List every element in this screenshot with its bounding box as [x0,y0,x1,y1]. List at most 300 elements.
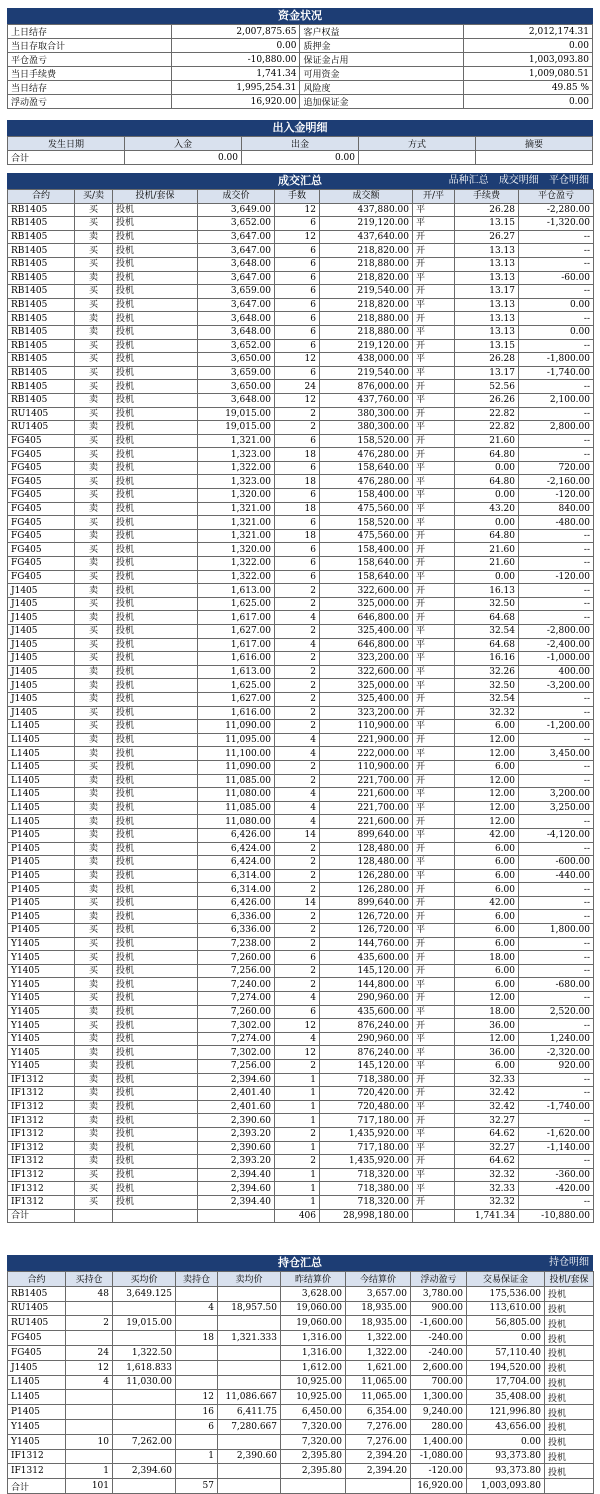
trade-cell: RB1405 [8,366,75,380]
trade-cell: 开 [413,584,455,598]
total-cell: 合计 [8,1479,66,1494]
trade-cell: 平 [413,856,455,870]
trade-cell: 投机 [113,1005,198,1019]
trade-row [8,217,594,231]
trade-cell: 0.00 [455,461,519,475]
position-cell: 18,935.00 [346,1316,411,1331]
trade-cell: 12 [275,230,320,244]
trade-cell: 平 [413,869,455,883]
trade-cell: 21.60 [455,543,519,557]
trade-cell: 买 [75,652,113,666]
summary-label: 可用资金 [300,67,464,81]
trade-cell: 32.50 [455,679,519,693]
trade-cell: 21.60 [455,434,519,448]
trade-row [8,366,594,380]
trade-cell: 投机 [113,924,198,938]
position-row [8,1464,594,1479]
link-position-detail[interactable]: 持仓明细 [549,1257,589,1268]
trade-cell: -- [519,883,594,897]
position-cell: 57,110.40 [467,1345,545,1360]
position-cell: 4 [66,1375,113,1390]
trade-cell: 6 [275,434,320,448]
trade-cell: FG405 [8,475,75,489]
trade-cell: FG405 [8,489,75,503]
trade-cell: 0.00 [519,325,594,339]
trade-row [8,353,594,367]
trade-cell: 卖 [75,679,113,693]
summary-value: 16,920.00 [171,95,300,109]
summary-value: 1,741.34 [171,67,300,81]
trade-cell: 6 [275,244,320,258]
trade-cell: 投机 [113,611,198,625]
trade-row [8,570,594,584]
trade-cell: 0.00 [455,489,519,503]
trade-cell: 卖 [75,747,113,761]
position-cell [113,1301,176,1316]
trade-row [8,1019,594,1033]
position-cell [176,1360,218,1375]
trade-cell: 平 [413,1100,455,1114]
link-close-detail[interactable]: 平仓明细 [549,175,589,186]
trade-cell: FG405 [8,502,75,516]
position-cell: 17,704.00 [467,1375,545,1390]
trade-row [8,203,594,217]
trade-cell: RB1405 [8,325,75,339]
trade-cell: 435,600.00 [320,1005,413,1019]
trade-cell: 投机 [113,244,198,258]
trade-cell: 投机 [113,475,198,489]
trade-cell: 2 [275,1127,320,1141]
trade-cell: 投机 [113,1019,198,1033]
trade-cell: -- [519,910,594,924]
position-cell [66,1405,113,1420]
trade-cell: 2 [275,584,320,598]
trade-cell: 12.00 [455,815,519,829]
trade-row [8,393,594,407]
trade-row [8,285,594,299]
position-cell [218,1375,281,1390]
trade-cell: 买 [75,217,113,231]
trade-cell: 158,640.00 [320,461,413,475]
trade-cell: 475,560.00 [320,529,413,543]
trade-cell: 12.00 [455,788,519,802]
trade-cell: 158,640.00 [320,570,413,584]
summary-label: 浮动盈亏 [8,95,172,109]
trade-cell: 开 [413,380,455,394]
trade-cell: IF1312 [8,1114,75,1128]
trade-cell: RB1405 [8,285,75,299]
trade-cell: -360.00 [519,1168,594,1182]
trade-row [8,774,594,788]
trade-cell: 1 [275,1141,320,1155]
trade-cell: 平 [413,625,455,639]
trade-cell: 11,090.00 [198,760,275,774]
trade-cell: 64.62 [455,1155,519,1169]
trade-cell: 13.13 [455,271,519,285]
trade-cell: 投机 [113,217,198,231]
funds-summary-table [7,24,593,109]
position-summary-table [7,1271,594,1494]
trade-cell: Y1405 [8,964,75,978]
trade-cell: P1405 [8,924,75,938]
position-cell: 280.00 [411,1419,467,1434]
position-cell: 2,390.60 [218,1449,281,1464]
trade-cell: 2 [275,625,320,639]
trade-cell: -- [519,1087,594,1101]
trade-cell: 1 [275,1182,320,1196]
trade-cell: 2,100.00 [519,393,594,407]
trade-cell: 12 [275,353,320,367]
trade-cell: -440.00 [519,869,594,883]
trade-cell: 12.00 [455,747,519,761]
trade-cell: 718,320.00 [320,1168,413,1182]
position-cell: 19,060.00 [281,1316,346,1331]
position-summary-header [7,1255,593,1271]
position-row [8,1331,594,1346]
trade-cell: 开 [413,815,455,829]
trade-cell: 1,322.00 [198,461,275,475]
position-row [8,1316,594,1331]
position-cell: 1,321.333 [218,1331,281,1346]
trade-cell: 2,394.40 [198,1168,275,1182]
trade-row [8,978,594,992]
trade-cell: 2 [275,679,320,693]
position-cell: 6 [176,1419,218,1434]
trade-summary-links [442,173,589,189]
position-cell: -1,080.00 [411,1449,467,1464]
trade-cell: 卖 [75,461,113,475]
trade-cell: 475,560.00 [320,502,413,516]
trade-cell: 64.62 [455,1127,519,1141]
trade-cell: 6 [275,257,320,271]
trade-cell: 717,180.00 [320,1114,413,1128]
position-cell: RU1405 [8,1316,66,1331]
trade-cell: 卖 [75,1032,113,1046]
summary-label: 当日存取合计 [8,39,172,53]
trade-cell: 平 [413,747,455,761]
trade-cell: RB1405 [8,203,75,217]
trade-cell: 投机 [113,910,198,924]
position-cell: 0.00 [467,1434,545,1449]
position-cell: 93,373.80 [467,1449,545,1464]
trade-row [8,760,594,774]
trade-cell: 投机 [113,489,198,503]
total-cell [113,1209,198,1223]
trade-cell: 32.32 [455,706,519,720]
funds-summary-title: 资金状况 [278,9,322,22]
trade-cell: 43.20 [455,502,519,516]
trade-cell: 6,424.00 [198,842,275,856]
trade-cell: 11,090.00 [198,720,275,734]
trade-cell: 3,648.00 [198,393,275,407]
trade-cell: 开 [413,760,455,774]
trade-cell: 投机 [113,652,198,666]
trade-cell: 3,659.00 [198,285,275,299]
trade-cell: J1405 [8,611,75,625]
trade-cell: 买 [75,353,113,367]
trade-cell: 0.00 [455,570,519,584]
position-cell: 1,316.00 [281,1345,346,1360]
trade-cell: 2,800.00 [519,421,594,435]
trade-cell: -- [519,434,594,448]
trade-cell: 3,647.00 [198,230,275,244]
trade-cell: 718,380.00 [320,1182,413,1196]
trade-row [8,910,594,924]
trade-cell: 卖 [75,856,113,870]
trade-cell: 买 [75,992,113,1006]
position-cell [176,1316,218,1331]
trade-cell: 2 [275,774,320,788]
trade-cell: 投机 [113,706,198,720]
trade-cell: 1 [275,1073,320,1087]
trade-row [8,788,594,802]
trade-cell: 4 [275,733,320,747]
trade-row [8,692,594,706]
column-header: 手续费 [455,190,519,204]
trade-cell: -4,120.00 [519,828,594,842]
trade-cell: 买 [75,244,113,258]
trade-cell: -- [519,257,594,271]
trade-cell: 4 [275,611,320,625]
trade-cell: IF1312 [8,1073,75,1087]
trade-cell: -- [519,842,594,856]
trade-cell: 899,640.00 [320,828,413,842]
total-cell: 1,741.34 [455,1209,519,1223]
position-cell: 9,240.00 [411,1405,467,1420]
position-cell: 35,408.00 [467,1390,545,1405]
trade-cell: 218,880.00 [320,312,413,326]
trade-cell: -- [519,733,594,747]
trade-cell: P1405 [8,856,75,870]
trade-cell: 投机 [113,896,198,910]
trade-row [8,325,594,339]
trade-cell: -- [519,1114,594,1128]
trade-cell: 卖 [75,665,113,679]
trade-cell: 投机 [113,1114,198,1128]
position-cell: 1,316.00 [281,1331,346,1346]
trade-cell: 平 [413,489,455,503]
trade-cell: 开 [413,339,455,353]
trade-cell: 投机 [113,543,198,557]
trade-cell: 投机 [113,285,198,299]
trade-cell: J1405 [8,665,75,679]
trade-row [8,638,594,652]
position-row [8,1375,594,1390]
position-cell: Y1405 [8,1419,66,1434]
trade-cell: 平 [413,217,455,231]
trade-cell: 投机 [113,312,198,326]
column-header: 成交额 [320,190,413,204]
trade-cell: 18.00 [455,1005,519,1019]
trade-cell: 646,800.00 [320,638,413,652]
trade-cell: RB1405 [8,257,75,271]
position-cell: 93,373.80 [467,1464,545,1479]
trade-row [8,1141,594,1155]
trade-cell: 64.80 [455,448,519,462]
trade-row [8,244,594,258]
summary-value: 49.85 % [464,81,593,95]
trade-cell: 平 [413,203,455,217]
total-cell: 1,003,093.80 [467,1479,545,1494]
trade-cell: Y1405 [8,1005,75,1019]
trade-cell: J1405 [8,597,75,611]
position-cell: -240.00 [411,1331,467,1346]
position-cell: L1405 [8,1390,66,1405]
position-cell [66,1449,113,1464]
trade-cell: 平 [413,720,455,734]
trade-cell: 221,700.00 [320,774,413,788]
trade-cell: 2 [275,842,320,856]
column-header: 昨结算价 [281,1272,346,1287]
trade-cell: 平 [413,516,455,530]
trade-row [8,733,594,747]
trade-cell: 平 [413,353,455,367]
position-cell: 1 [176,1449,218,1464]
trade-cell: 开 [413,529,455,543]
trade-cell: 221,700.00 [320,801,413,815]
trade-row [8,856,594,870]
position-cell [176,1286,218,1301]
trade-cell: 11,080.00 [198,788,275,802]
trade-cell: 平 [413,1060,455,1074]
trade-cell: 1,240.00 [519,1032,594,1046]
position-cell: IF1312 [8,1449,66,1464]
summary-label: 当日结存 [8,81,172,95]
total-cell [75,1209,113,1223]
trade-cell: 买 [75,407,113,421]
column-header: 买/卖 [75,190,113,204]
trade-cell: 开 [413,951,455,965]
trade-cell: 6.00 [455,869,519,883]
trade-cell: 64.80 [455,529,519,543]
trade-cell: 投机 [113,992,198,1006]
trade-summary-header-row [8,190,594,204]
trade-row [8,489,594,503]
trade-cell: 899,640.00 [320,896,413,910]
trade-cell: 12 [275,1046,320,1060]
trade-cell: -120.00 [519,570,594,584]
summary-value: 0.00 [464,95,593,109]
position-cell: 16 [176,1405,218,1420]
trade-cell: 6,426.00 [198,828,275,842]
trade-cell: 476,280.00 [320,475,413,489]
trade-row [8,543,594,557]
trade-cell: 219,120.00 [320,217,413,231]
trade-cell: -- [519,407,594,421]
trade-cell: 7,256.00 [198,1060,275,1074]
position-cell: 900.00 [411,1301,467,1316]
trade-cell: 6,336.00 [198,924,275,938]
trade-cell: 1,616.00 [198,652,275,666]
trade-cell: 买 [75,597,113,611]
trade-cell: 2,390.60 [198,1141,275,1155]
column-header: 合约 [8,190,75,204]
position-cell [113,1449,176,1464]
trade-cell: L1405 [8,733,75,747]
trade-row [8,652,594,666]
link-product-summary[interactable]: 品种汇总 [448,175,489,186]
summary-value: 1,009,080.51 [464,67,593,81]
trade-cell: 买 [75,516,113,530]
column-header: 浮动盈亏 [411,1272,467,1287]
trade-cell: 6 [275,543,320,557]
trade-cell: 投机 [113,1141,198,1155]
trade-cell: 2,394.60 [198,1182,275,1196]
trade-cell: 126,280.00 [320,869,413,883]
trade-cell: Y1405 [8,951,75,965]
trade-cell: 26.26 [455,393,519,407]
trade-cell: -- [519,543,594,557]
trade-cell: 24 [275,380,320,394]
trade-cell: Y1405 [8,1060,75,1074]
trade-cell: 开 [413,774,455,788]
trade-cell: 6 [275,1005,320,1019]
trade-cell: L1405 [8,801,75,815]
trade-cell: 投机 [113,366,198,380]
trade-cell: 218,820.00 [320,271,413,285]
position-cell: 投机 [545,1464,594,1479]
trade-cell: 290,960.00 [320,992,413,1006]
column-header: 手数 [275,190,320,204]
position-cell: 11,030.00 [113,1375,176,1390]
trade-cell: 1,435,920.00 [320,1155,413,1169]
column-header: 发生日期 [8,137,125,151]
position-cell: P1405 [8,1405,66,1420]
trade-cell: J1405 [8,679,75,693]
summary-value: -10,880.00 [171,53,300,67]
column-header: 成交价 [198,190,275,204]
trade-cell: 投机 [113,1182,198,1196]
trade-cell: 718,380.00 [320,1073,413,1087]
trade-cell: 720,480.00 [320,1100,413,1114]
trade-cell: 买 [75,896,113,910]
trade-cell: 380,300.00 [320,421,413,435]
trade-row [8,924,594,938]
trade-cell: 平 [413,665,455,679]
trade-cell: 投机 [113,720,198,734]
trade-row [8,937,594,951]
trade-cell: 投机 [113,665,198,679]
position-cell: 113,610.00 [467,1301,545,1316]
trade-cell: 144,800.00 [320,978,413,992]
link-trade-detail[interactable]: 成交明细 [498,175,539,186]
trade-cell: -- [519,992,594,1006]
trade-cell: 1 [275,1100,320,1114]
trade-cell: 投机 [113,1032,198,1046]
position-cell: 2,600.00 [411,1360,467,1375]
position-cell: FG405 [8,1345,66,1360]
trade-cell: 平 [413,652,455,666]
trade-cell: 投机 [113,951,198,965]
trade-cell: 11,085.00 [198,774,275,788]
trade-cell: 1,321.00 [198,516,275,530]
trade-row [8,557,594,571]
trade-cell: RB1405 [8,312,75,326]
trade-cell: -1,620.00 [519,1127,594,1141]
trade-cell: 投机 [113,733,198,747]
summary-label: 风险度 [300,81,464,95]
trade-cell: FG405 [8,570,75,584]
trade-cell: -- [519,937,594,951]
position-cell: 7,276.00 [346,1419,411,1434]
trade-row [8,529,594,543]
position-cell [66,1419,113,1434]
column-header: 今结算价 [346,1272,411,1287]
trade-cell: Y1405 [8,937,75,951]
trade-cell: 买 [75,1195,113,1209]
trade-row [8,298,594,312]
trade-cell: P1405 [8,896,75,910]
